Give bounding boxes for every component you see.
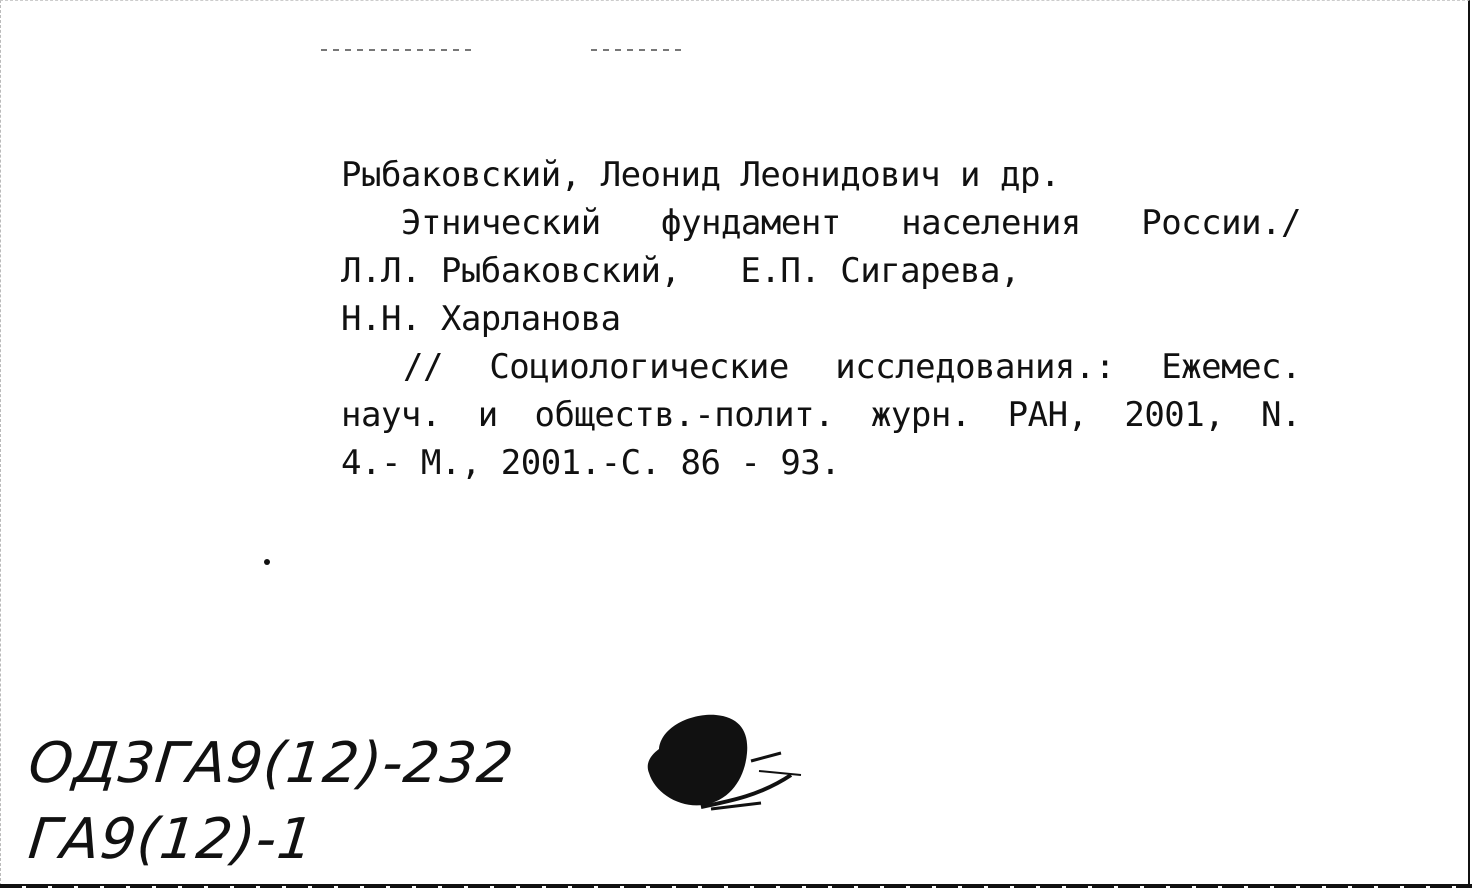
shelfmark-primary: ОД3ГА9(12)-232 bbox=[25, 731, 518, 796]
work-title: Этнический фундамент населения России./ bbox=[401, 203, 1301, 243]
source-line-3: 4.- М., 2001.-С. 86 - 93. bbox=[341, 443, 841, 483]
author-heading: Рыбаковский, Леонид Леонидович и др. bbox=[341, 155, 1060, 195]
top-scan-artifact bbox=[321, 49, 471, 51]
card-bottom-edge bbox=[0, 884, 1472, 888]
responsibility-line-2: Н.Н. Харланова bbox=[341, 299, 621, 339]
shelfmark-secondary: ГА9(12)-1 bbox=[25, 807, 318, 872]
ink-speck bbox=[264, 559, 270, 565]
source-line-1: // Социологические исследования.: Ежемес. bbox=[403, 347, 1301, 387]
source-line-2: науч. и обществ.-полит. журн. РАН, 2001, N. bbox=[341, 395, 1301, 435]
responsibility-line-1: Л.Л. Рыбаковский, Е.П. Сигарева, bbox=[341, 251, 1020, 291]
ink-blot-stamp bbox=[641, 709, 811, 819]
top-scan-artifact bbox=[591, 49, 681, 51]
bibliographic-entry bbox=[341, 151, 1301, 487]
